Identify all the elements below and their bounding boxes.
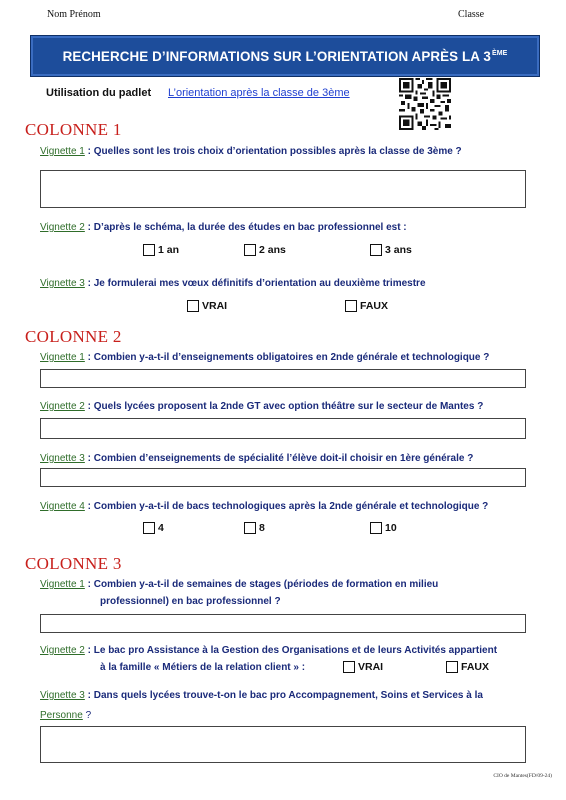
col3-vignette3-personne: Personne — [40, 710, 83, 721]
footer-ref: CIO de Mantes(FD/09-24) — [493, 773, 552, 779]
classe-label: Classe — [458, 9, 485, 20]
col1-v3-option-vrai[interactable] — [187, 300, 227, 312]
col2-vignette3-text: : Combien d’enseignements de spécialité l’élève doit-il choisir en 1ère générale ? — [84, 453, 474, 464]
col2-vignette2-label: Vignette 2 — [40, 401, 85, 412]
checkbox[interactable] — [187, 300, 199, 312]
col1-vignette3-text: : Je formulerai mes vœux définitifs d’orientation au deuxième trimestre — [84, 278, 426, 289]
option-label: 2 ans — [259, 244, 286, 256]
col2-vignette3-answer-box[interactable] — [40, 468, 526, 487]
col3-vignette2-question — [40, 645, 497, 656]
option-label: 3 ans — [385, 244, 412, 256]
col3-vignette1-question-line2: professionnel) en bac professionnel ? — [100, 596, 281, 607]
col3-vignette2-label: Vignette 2 — [40, 645, 85, 656]
col2-v4-option-3[interactable] — [370, 522, 397, 534]
checkbox[interactable] — [143, 244, 155, 256]
col2-vignette1-text: : Combien y-a-t-il d’enseignements obligatoires en 2nde générale et technologique ? — [84, 352, 490, 363]
col3-vignette3-answer-box[interactable] — [40, 726, 526, 763]
col1-v3-option-faux[interactable] — [345, 300, 388, 312]
col3-vignette3-question-line2 — [40, 710, 91, 721]
col1-vignette1-answer-box[interactable] — [40, 170, 526, 208]
col2-v4-option-2[interactable] — [244, 522, 265, 534]
colonne-3-heading: COLONNE 3 — [25, 554, 122, 573]
col1-vignette1-question — [40, 146, 462, 157]
banner-title: RECHERCHE D’INFORMATIONS SUR L’ORIENTATION APRÈS LA 3 — [62, 48, 491, 64]
col2-vignette1-label: Vignette 1 — [40, 352, 85, 363]
qr-code-icon — [399, 78, 451, 130]
col2-vignette3-question — [40, 453, 473, 464]
padlet-link[interactable]: L’orientation après la classe de 3ème — [168, 87, 350, 99]
option-label: 1 an — [158, 244, 180, 256]
option-label: FAUX — [461, 661, 490, 673]
col2-vignette1-answer-box[interactable] — [40, 369, 526, 388]
title-banner — [30, 35, 540, 77]
col2-v4-option-1[interactable] — [143, 522, 164, 534]
col3-vignette1-label: Vignette 1 — [40, 579, 85, 590]
col1-vignette1-text: : Quelles sont les trois choix d’orientation possibles après la classe de 3ème ? — [84, 146, 462, 157]
col1-vignette3-label: Vignette 3 — [40, 278, 85, 289]
option-label: 4 — [158, 522, 164, 534]
padlet-label: Utilisation du padlet — [46, 87, 152, 99]
col3-vignette3-label: Vignette 3 — [40, 690, 85, 701]
option-label: VRAI — [358, 661, 384, 673]
col2-vignette4-question — [40, 501, 488, 512]
col1-vignette2-text: : D’après le schéma, la durée des études en bac professionnel est : — [84, 222, 407, 233]
checkbox[interactable] — [244, 522, 256, 534]
checkbox[interactable] — [370, 522, 382, 534]
col2-vignette4-label: Vignette 4 — [40, 501, 85, 512]
option-label: FAUX — [360, 300, 389, 312]
col3-vignette3-text: : Dans quels lycées trouve-t-on le bac pro Accompagnement, Soins et Services à la — [84, 690, 483, 701]
checkbox[interactable] — [370, 244, 382, 256]
colonne-2-heading: COLONNE 2 — [25, 327, 122, 346]
checkbox[interactable] — [345, 300, 357, 312]
checkbox[interactable] — [143, 522, 155, 534]
option-label: 8 — [259, 522, 265, 534]
col2-vignette2-answer-box[interactable] — [40, 418, 526, 439]
col1-v2-option-2[interactable] — [244, 244, 286, 256]
col3-vignette3-question — [40, 690, 483, 701]
col3-vignette3-qmark: ? — [82, 710, 92, 721]
col1-vignette1-label: Vignette 1 — [40, 146, 85, 157]
col2-vignette3-label: Vignette 3 — [40, 453, 85, 464]
col3-vignette1-question — [40, 579, 438, 590]
col2-vignette4-text: : Combien y-a-t-il de bacs technologiques après la 2nde générale et technologique ? — [84, 501, 489, 512]
option-label: VRAI — [202, 300, 228, 312]
nom-prenom-label: Nom Prénom — [47, 9, 101, 20]
checkbox[interactable] — [446, 661, 458, 673]
col3-vignette2-text: : Le bac pro Assistance à la Gestion des Organisations et de leurs Activités appartient — [84, 645, 498, 656]
checkbox[interactable] — [343, 661, 355, 673]
colonne-1-heading: COLONNE 1 — [25, 120, 122, 139]
col3-vignette2-question-line2: à la famille « Métiers de la relation client » : — [100, 662, 306, 673]
col1-v2-option-3[interactable] — [370, 244, 412, 256]
col3-v2-option-faux[interactable] — [446, 661, 489, 673]
col2-vignette2-question — [40, 401, 483, 412]
col2-vignette2-text: : Quels lycées proposent la 2nde GT avec option théâtre sur le secteur de Mantes ? — [84, 401, 484, 412]
col1-vignette2-question — [40, 222, 407, 233]
col3-v2-option-vrai[interactable] — [343, 661, 383, 673]
col2-vignette1-question — [40, 352, 489, 363]
col1-vignette2-label: Vignette 2 — [40, 222, 85, 233]
col3-vignette1-answer-box[interactable] — [40, 614, 526, 633]
col1-vignette3-question — [40, 278, 426, 289]
banner-title-sup: ÈME — [491, 49, 508, 57]
checkbox[interactable] — [244, 244, 256, 256]
col3-vignette1-text: : Combien y-a-t-il de semaines de stages (périodes de formation en milieu — [84, 579, 439, 590]
col1-v2-option-1[interactable] — [143, 244, 179, 256]
option-label: 10 — [385, 522, 397, 534]
